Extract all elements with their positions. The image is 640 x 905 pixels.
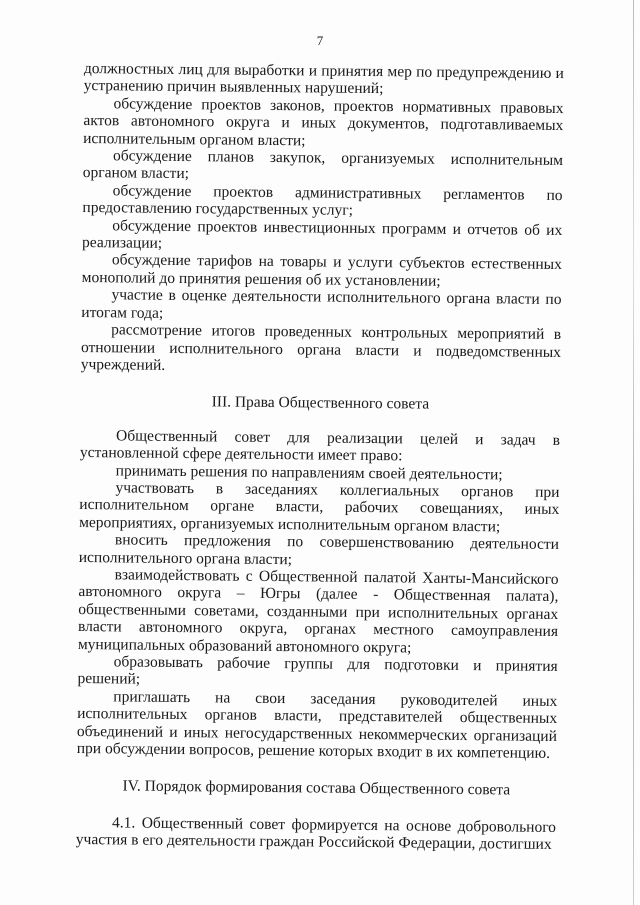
paragraph: принимать решения по направлениям своей деятельности; xyxy=(115,461,503,483)
paragraph: образовывать рабочие группы для подготовки и принятия решений; xyxy=(77,653,558,689)
paragraph: обсуждение проектов законов, проектов нормативных правовых актов автономного округа и иных документов, подготавливаемых исполнительным органом власти; xyxy=(83,95,564,149)
paragraph: взаимодействовать с Общественной палатой Ханты-Мансийского автономного округа – Югры (далее - Общественная палата), общественными советами, созданными при исполнительных органах власти автономного округа, органах местного самоуправления муниципальных образований автономного округа; xyxy=(77,566,559,657)
paragraph: участвовать в заседаниях коллегиальных органов при исполнительном органе власти, рабочих совещаниях, иных мероприятиях, организуемых исполнительным органом власти; xyxy=(79,479,560,536)
document-body xyxy=(76,60,564,854)
paragraph: 4.1. Общественный совет формируется на основе добровольного участия в его деятельности граждан Российской Федерации, достигших xyxy=(75,814,557,854)
paragraph: обсуждение планов закупок, организуемых исполнительным органом власти; xyxy=(82,147,564,183)
page-number: 7 xyxy=(316,33,324,48)
paragraph: участие в оценке деятельности исполнительного органа власти по итогам года; xyxy=(81,286,562,322)
paragraph: Общественный совет для реализации целей и задач в установленной сфере деятельности имеет право: xyxy=(79,427,561,465)
section-heading-3: III. Права Общественного совета xyxy=(211,393,430,413)
paragraph: обсуждение проектов инвестиционных программ и отчетов об их реализации; xyxy=(81,216,563,252)
scan-edge xyxy=(633,0,634,905)
paragraph: обсуждение проектов административных регламентов по предоставлению государственных услуг; xyxy=(82,182,563,220)
section-heading-4: IV. Порядок формирования состава Общественного совета xyxy=(122,777,511,799)
paragraph: вносить предложения по совершенствованию деятельности исполнительного органа власти; xyxy=(78,531,560,568)
paragraph: рассмотрение итогов проведенных контрольных мероприятий в отношении исполнительного органа власти и подведомственных учреждений. xyxy=(80,321,562,374)
paragraph: обсуждение тарифов на товары и услуги субъектов естественных монополий до принятия решения об их установлении; xyxy=(81,251,562,290)
paragraph: приглашать на свои заседания руководителей иных исполнительных органов власти, представителей общественных объединений и иных негосударственных некоммерческих организаций при обсуждении вопросов, решение которых входит в их компетенцию. xyxy=(76,688,558,762)
paragraph: должностных лиц для выработки и принятия мер по предупреждению и устранению причин выявленных нарушений; xyxy=(83,60,564,98)
